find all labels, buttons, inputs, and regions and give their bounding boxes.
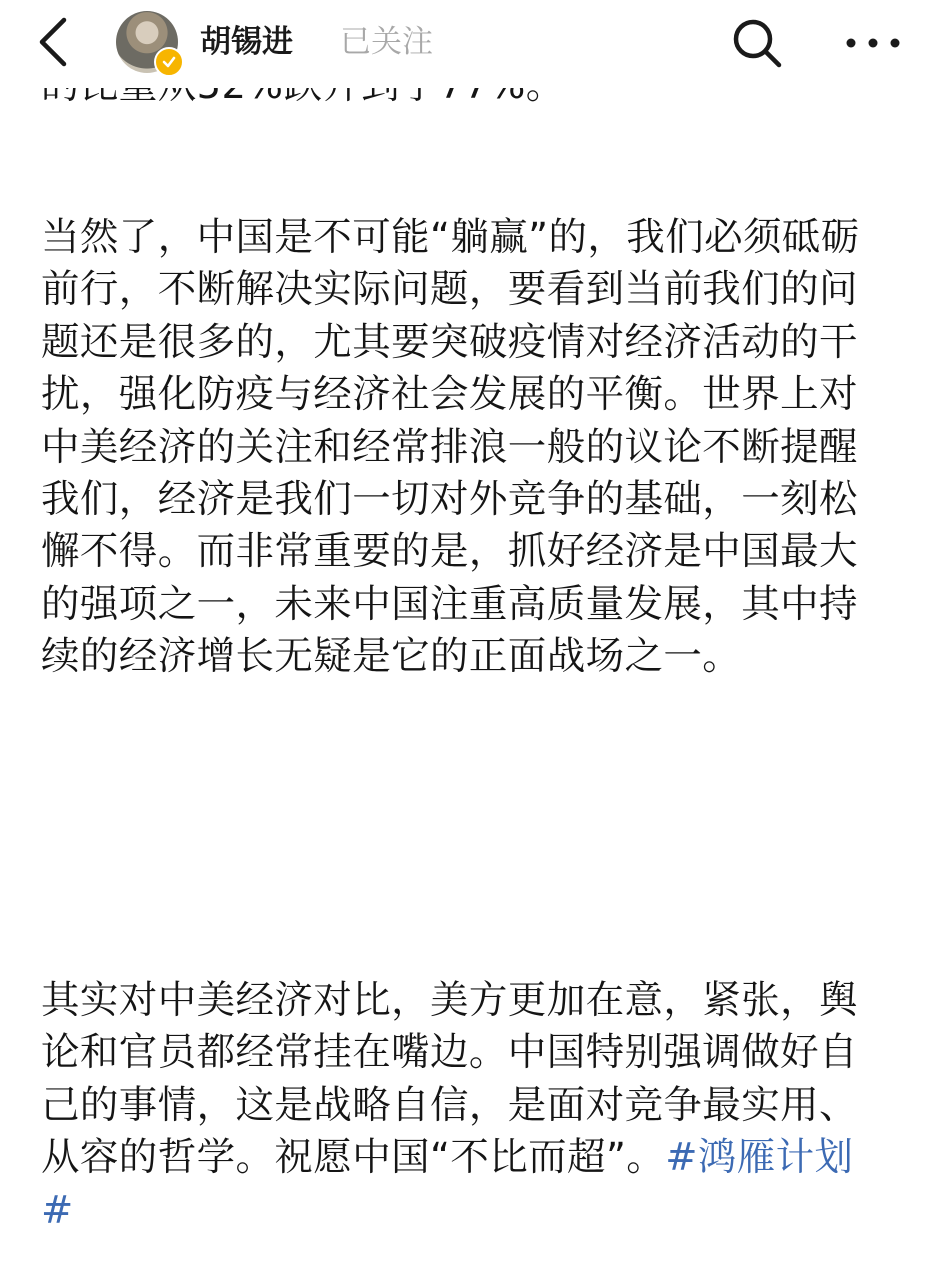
article-paragraph-2-text: 其实对中美经济对比，美方更加在意，紧张，舆论和官员都经常挂在嘴边。中国特别强调做好自己的事情，这是战略自信，是面对竞争最实用、从容的哲学。祝愿中国“不比而超”。 [41,978,858,1181]
more-options-button[interactable] [838,18,908,68]
username[interactable]: 胡锡进 [200,24,293,60]
more-dots-icon [843,36,903,50]
top-nav-bar [0,0,937,88]
back-button[interactable] [28,10,78,74]
back-arrow-icon [36,17,70,67]
search-icon [730,16,784,70]
search-button[interactable] [728,14,786,72]
article-paragraph-2 [41,975,881,1237]
article-paragraph-1: 当然了，中国是不可能“躺赢”的，我们必须砥砺前行，不断解决实际问题，要看到当前我们的问题还是很多的，尤其要突破疫情对经济活动的干扰，强化防疫与经济社会发展的平衡。世界上对中美经济的关注和经常排浪一般的议论不断提醒我们，经济是我们一切对外竞争的基础，一刻松懈不得。而非常重要的是，抓好经济是中国最大的强项之一，未来中国注重高质量发展，其中持续的经济增长无疑是它的正面战场之一。 [41,215,860,680]
verified-badge-icon [154,47,184,77]
avatar[interactable] [116,11,178,73]
follow-status-button[interactable]: 已关注 [340,24,433,60]
hashtag-link[interactable]: #鸿雁计划# [41,1135,854,1233]
